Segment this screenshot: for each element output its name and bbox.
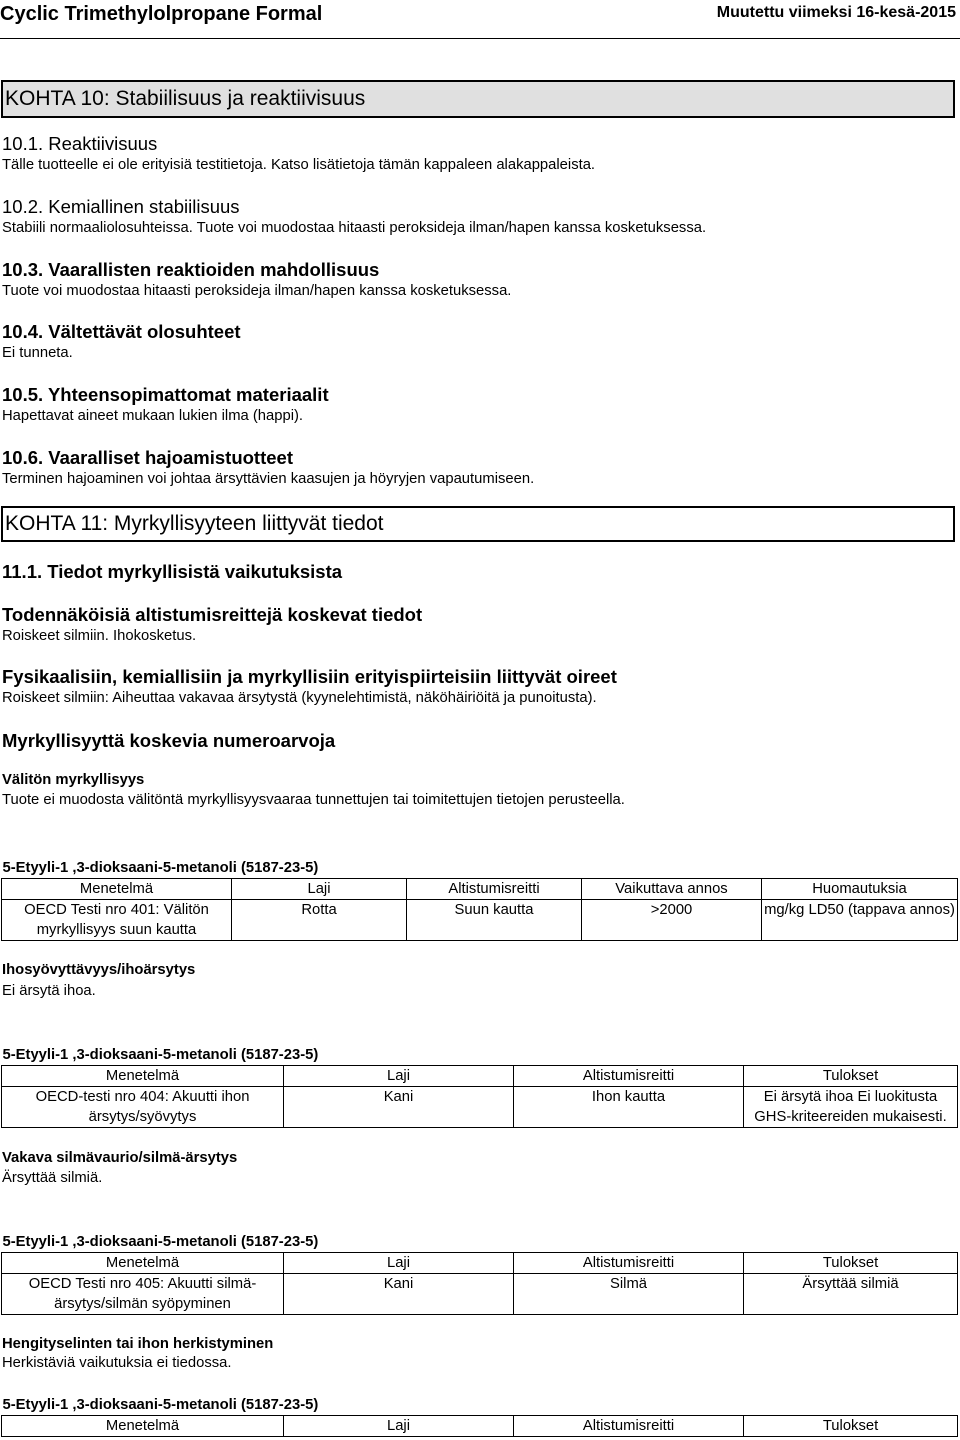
table-row <box>2 1274 958 1315</box>
table-header-row <box>2 879 958 900</box>
product-name: Cyclic Trimethylolpropane Formal <box>0 3 323 25</box>
subsection-10-5-text: Hapettavat aineet mukaan lukien ilma (happi). <box>2 408 304 424</box>
section-11-title: KOHTA 11: Myrkyllisyyteen liittyvät tiedot <box>1 506 955 542</box>
skin-irritation-table <box>1 1045 958 1128</box>
subsection-11-1-title: 11.1. Tiedot myrkyllisistä vaikutuksista <box>2 561 343 582</box>
table-header-row <box>2 1253 958 1274</box>
subsection-10-2-text: Stabiili normaaliolosuhteissa. Tuote voi muodostaa hitaasti peroksideja ilman/hapen kanssa kosketuksessa. <box>2 220 707 236</box>
numeric-values-title: Myrkyllisyyttä koskevia numeroarvoja <box>2 730 336 751</box>
eye-irritation-table <box>1 1232 958 1315</box>
acute-toxicity-title: Välitön myrkyllisyys <box>2 772 145 788</box>
subsection-10-2-title: 10.2. Kemiallinen stabiilisuus <box>2 196 240 217</box>
header-cell: Menetelmä <box>2 1066 284 1087</box>
table-row <box>2 900 958 941</box>
header-divider <box>0 38 960 39</box>
header-cell: Tulokset <box>744 1416 958 1437</box>
header-cell: Laji <box>232 879 407 900</box>
header-cell: Altistumisreitti <box>514 1253 744 1274</box>
header-cell: Altistumisreitti <box>514 1416 744 1437</box>
table-header-row <box>2 1416 958 1437</box>
subsection-10-4-text: Ei tunneta. <box>2 345 73 361</box>
table-cell: Rotta <box>232 900 407 941</box>
table-cell: Kani <box>284 1274 514 1315</box>
symptoms-title: Fysikaalisiin, kemiallisiin ja myrkyllisiin erityispiirteisiin liittyvät oireet <box>2 666 617 687</box>
eye-damage-title: Vakava silmävaurio/silmä-ärsytys <box>2 1150 238 1166</box>
symptoms-text: Roiskeet silmiin: Aiheuttaa vakavaa ärsytystä (kyynelehtimistä, näköhäiriöitä ja punoitusta). <box>2 690 597 706</box>
subsection-10-3-text: Tuote voi muodostaa hitaasti peroksideja ilman/hapen kanssa kosketuksessa. <box>2 283 512 299</box>
acute-toxicity-text: Tuote ei muodosta välitöntä myrkyllisyysvaaraa tunnettujen tai toimitettujen tietojen perusteella. <box>2 792 625 808</box>
subsection-10-5-title: 10.5. Yhteensopimattomat materiaalit <box>2 384 329 405</box>
table-cell: Silmä <box>514 1274 744 1315</box>
header-cell: Vaikuttava annos <box>582 879 762 900</box>
sensitisation-title: Hengityselinten tai ihon herkistyminen <box>2 1336 274 1352</box>
sensitisation-table <box>1 1395 958 1437</box>
table-cell: Ei ärsytä ihoa Ei luokitusta GHS-kriteereiden mukaisesti. <box>744 1087 958 1128</box>
table-caption: 5-Etyyli-1 ,3-dioksaani-5-metanoli (5187-23-5) <box>2 1395 958 1416</box>
header-cell: Altistumisreitti <box>407 879 582 900</box>
table-cell: OECD Testi nro 401: Välitön myrkyllisyys suun kautta <box>2 900 232 941</box>
header-cell: Tulokset <box>744 1066 958 1087</box>
header-cell: Huomautuksia <box>762 879 958 900</box>
acute-toxicity-table <box>1 858 958 941</box>
skin-corrosion-title: Ihosyövyttävyys/ihoärsytys <box>2 962 196 978</box>
header-cell: Altistumisreitti <box>514 1066 744 1087</box>
table-cell: OECD-testi nro 404: Akuutti ihon ärsytys/syövytys <box>2 1087 284 1128</box>
subsection-10-6-text: Terminen hajoaminen voi johtaa ärsyttävien kaasujen ja höyryjen vapautumiseen. <box>2 471 535 487</box>
modified-label: Muutettu viimeksi <box>716 4 852 21</box>
header-cell: Tulokset <box>744 1253 958 1274</box>
table-cell: Ärsyttää silmiä <box>744 1274 958 1315</box>
table-caption: 5-Etyyli-1 ,3-dioksaani-5-metanoli (5187-23-5) <box>2 1045 958 1066</box>
header-cell: Menetelmä <box>2 1416 284 1437</box>
table-row <box>2 1087 958 1128</box>
skin-corrosion-text: Ei ärsytä ihoa. <box>2 983 96 999</box>
table-cell: Ihon kautta <box>514 1087 744 1128</box>
subsection-10-4-title: 10.4. Vältettävät olosuhteet <box>2 321 241 342</box>
table-cell: >2000 <box>582 900 762 941</box>
header-cell: Laji <box>284 1066 514 1087</box>
subsection-10-3-title: 10.3. Vaarallisten reaktioiden mahdollisuus <box>2 259 380 280</box>
header-cell: Menetelmä <box>2 879 232 900</box>
table-cell: Kani <box>284 1087 514 1128</box>
table-caption: 5-Etyyli-1 ,3-dioksaani-5-metanoli (5187-23-5) <box>2 858 958 879</box>
subsection-10-1-title: 10.1. Reaktiivisuus <box>2 133 158 154</box>
subsection-10-6-title: 10.6. Vaaralliset hajoamistuotteet <box>2 447 293 468</box>
table-cell: mg/kg LD50 (tappava annos) <box>762 900 958 941</box>
section-10-title: KOHTA 10: Stabiilisuus ja reaktiivisuus <box>1 80 955 118</box>
header-cell: Laji <box>284 1253 514 1274</box>
header-cell: Menetelmä <box>2 1253 284 1274</box>
table-cell: Suun kautta <box>407 900 582 941</box>
header-cell: Laji <box>284 1416 514 1437</box>
modified-date: 16-kesä-2015 <box>856 4 956 21</box>
modified-info <box>717 4 956 22</box>
sensitisation-text: Herkistäviä vaikutuksia ei tiedossa. <box>2 1355 232 1371</box>
exposure-routes-title: Todennäköisiä altistumisreittejä koskevat tiedot <box>2 604 423 625</box>
table-cell: OECD Testi nro 405: Akuutti silmä-ärsytys/silmän syöpyminen <box>2 1274 284 1315</box>
eye-damage-text: Ärsyttää silmiä. <box>2 1170 103 1186</box>
exposure-routes-text: Roiskeet silmiin. Ihokosketus. <box>2 628 197 644</box>
subsection-10-1-text: Tälle tuotteelle ei ole erityisiä testitietoja. Katso lisätietoja tämän kappaleen alakappaleista. <box>2 157 596 173</box>
table-caption: 5-Etyyli-1 ,3-dioksaani-5-metanoli (5187-23-5) <box>2 1232 958 1253</box>
table-header-row <box>2 1066 958 1087</box>
